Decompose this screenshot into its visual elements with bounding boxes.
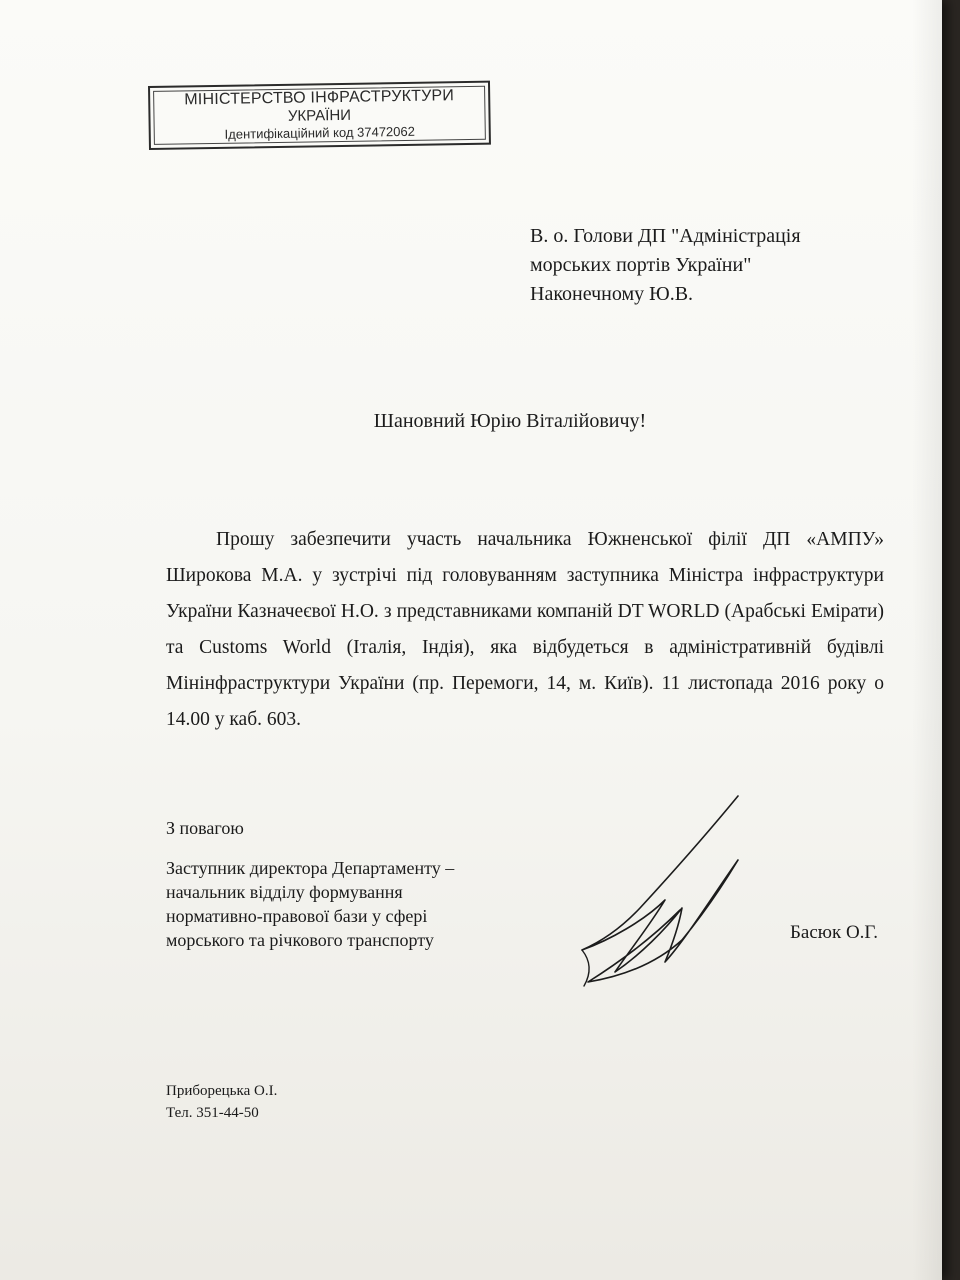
addressee-line-2: морських портів України"	[530, 254, 752, 276]
addressee-line-3: Наконечному Ю.В.	[530, 283, 694, 305]
position-line-2: начальник відділу формування	[166, 882, 403, 902]
executor-name: Приборецька О.І.	[166, 1083, 278, 1099]
addressee-block	[530, 222, 801, 309]
executor-phone: Тел. 351-44-50	[166, 1105, 259, 1121]
signer-name: Басюк О.Г.	[790, 922, 879, 943]
stamp-id-code: Ідентифікаційний код 37472062	[224, 123, 416, 142]
stamp-country: УКРАЇНИ	[287, 106, 352, 125]
signer-position	[166, 856, 454, 952]
position-line-3: нормативно-правової бази у сфері	[166, 906, 428, 926]
ministry-stamp	[148, 81, 491, 150]
closing-phrase: З повагою	[166, 818, 244, 838]
addressee-line-1: В. о. Голови ДП "Адміністрація	[530, 225, 801, 247]
handwritten-signature	[570, 790, 760, 990]
position-line-1: Заступник директора Департаменту –	[166, 858, 455, 878]
position-line-4: морського та річкового транспорту	[166, 930, 434, 950]
salutation: Шановний Юрію Віталійовичу!	[373, 410, 647, 432]
letter-body: Прошу забезпечити участь начальника Южненської філії ДП «АМПУ» Широкова М.А. у зустрічі під головуванням заступника Міністра інфраструктури України Казначеєвої Н.О. з представниками компаній DT WORLD (Арабські Емірати) та Customs World (Італія, Індія), яка відбудеться в адміністративній будівлі Мінінфраструктури України (пр. Перемоги, 14, м. Київ). 11 листопада 2016 року о 14.00 у каб. 603.	[166, 529, 884, 730]
stamp-ministry-name: МІНІСТЕРСТВО ІНФРАСТРУКТУРИ	[184, 87, 455, 109]
executor-block	[166, 1080, 277, 1124]
